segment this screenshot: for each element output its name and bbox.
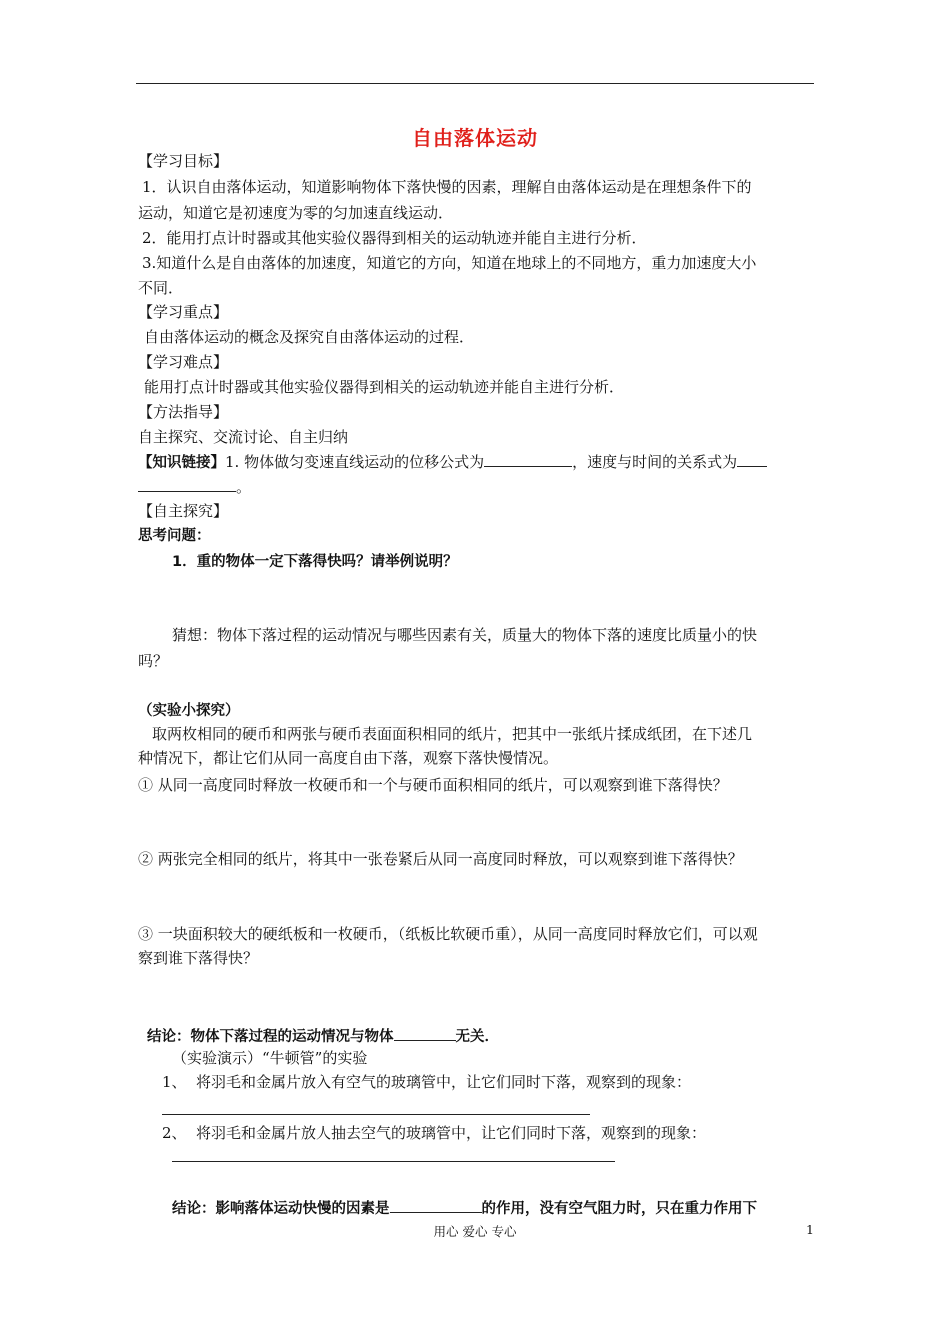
objective-3-line-1: 3.知道什么是自由落体的加速度，知道它的方向，知道在地球上的不同地方，重力加速度大小 [142, 254, 757, 272]
conclusion-2-text-a: 结论：影响落体运动快慢的因素是 [172, 1201, 390, 1217]
knowledge-link-text-a: 1. 物体做匀变速直线运动的位移公式为 [225, 453, 485, 471]
velocity-formula-blank-cont[interactable] [138, 477, 236, 492]
key-points-text: 自由落体运动的概念及探究自由落体运动的过程． [144, 328, 475, 346]
objective-1-line-1: 1．认识自由落体运动，知道影响物体下落快慢的因素，理解自由落体运动是在理想条件下的 [142, 178, 752, 196]
experiment-line-1: 取两枚相同的硬币和两张与硬币表面面积相同的纸片，把其中一张纸片揉成纸团，在下述几 [152, 725, 753, 743]
page-title: 自由落体运动 [412, 126, 538, 150]
explore-header: 【自主探究】 [138, 502, 229, 520]
page-footer: 用心 爱心 专心 [433, 1224, 517, 1239]
experiment-label: （实验小探究） [138, 703, 240, 719]
knowledge-link-line-2 [138, 477, 251, 496]
case-3-line-1: ③ 一块面积较大的硬纸板和一枚硬币，（纸板比软硬币重），从同一高度同时释放它们，可以观 [138, 925, 758, 943]
question-1: 1．重的物体一定下落得快吗？请举例说明？ [172, 554, 458, 570]
guess-line-1: 猜想：物体下落过程的运动情况与哪些因素有关，质量大的物体下落的速度比质量小的快 [172, 626, 758, 644]
objective-3-line-2: 不同． [138, 279, 184, 297]
objective-1-line-2: 运动，知道它是初速度为零的匀加速直线运动． [138, 204, 454, 222]
experiment-line-2: 种情况下，都让它们从同一高度自由下落，观察下落快慢情况。 [138, 749, 559, 767]
difficulty-text: 能用打点计时器或其他实验仪器得到相关的运动轨迹并能自主进行分析． [144, 378, 625, 396]
case-3-line-2: 察到谁下落得快？ [138, 949, 259, 967]
method-header: 【方法指导】 [138, 403, 229, 421]
guess-line-2: 吗？ [138, 652, 169, 670]
conclusion-2 [172, 1198, 757, 1218]
conclusion-2-text-b: 的作用，没有空气阻力时，只在重力作用下 [481, 1201, 757, 1217]
knowledge-link-text-b: ，速度与时间的关系式为 [572, 453, 738, 471]
objective-2: 2．能用打点计时器或其他实验仪器得到相关的运动轨迹并能自主进行分析． [142, 229, 647, 247]
difficulty-header: 【学习难点】 [138, 353, 229, 371]
case-2: ② 两张完全相同的纸片，将其中一张卷紧后从同一高度同时释放，可以观察到谁下落得快？ [138, 850, 743, 868]
conclusion-1-blank[interactable] [394, 1026, 456, 1041]
conclusion-1-text-b: 无关． [455, 1029, 499, 1045]
demo-1-answer-line[interactable] [162, 1114, 590, 1115]
objectives-header: 【学习目标】 [138, 152, 229, 170]
demo-label: （实验演示）“牛顿管”的实验 [172, 1049, 368, 1067]
case-1: ① 从同一高度同时释放一枚硬币和一个与硬币面积相同的纸片，可以观察到谁下落得快？ [138, 776, 728, 794]
page-number: 1 [806, 1222, 814, 1237]
knowledge-link-line [138, 452, 767, 472]
demo-1-text: 将羽毛和金属片放入有空气的玻璃管中，让它们同时下落，观察到的现象： [196, 1073, 692, 1091]
displacement-formula-blank[interactable] [484, 452, 572, 467]
demo-2-answer-line[interactable] [172, 1161, 615, 1162]
key-points-header: 【学习重点】 [138, 303, 229, 321]
demo-1-number: 1、 [162, 1073, 187, 1091]
conclusion-1-text-a: 结论：物体下落过程的运动情况与物体 [147, 1029, 394, 1045]
conclusion-2-blank[interactable] [390, 1198, 482, 1213]
knowledge-link-label: 【知识链接】 [138, 455, 225, 471]
header-rule [136, 83, 814, 84]
method-text: 自主探究、交流讨论、自主归纳 [138, 428, 349, 446]
conclusion-1 [147, 1026, 499, 1046]
velocity-formula-blank[interactable] [737, 452, 767, 467]
knowledge-link-end: 。 [236, 478, 252, 496]
demo-2-text: 将羽毛和金属片放人抽去空气的玻璃管中，让它们同时下落，观察到的现象： [196, 1124, 707, 1142]
demo-2-number: 2、 [162, 1124, 187, 1142]
think-label: 思考问题： [138, 528, 211, 544]
